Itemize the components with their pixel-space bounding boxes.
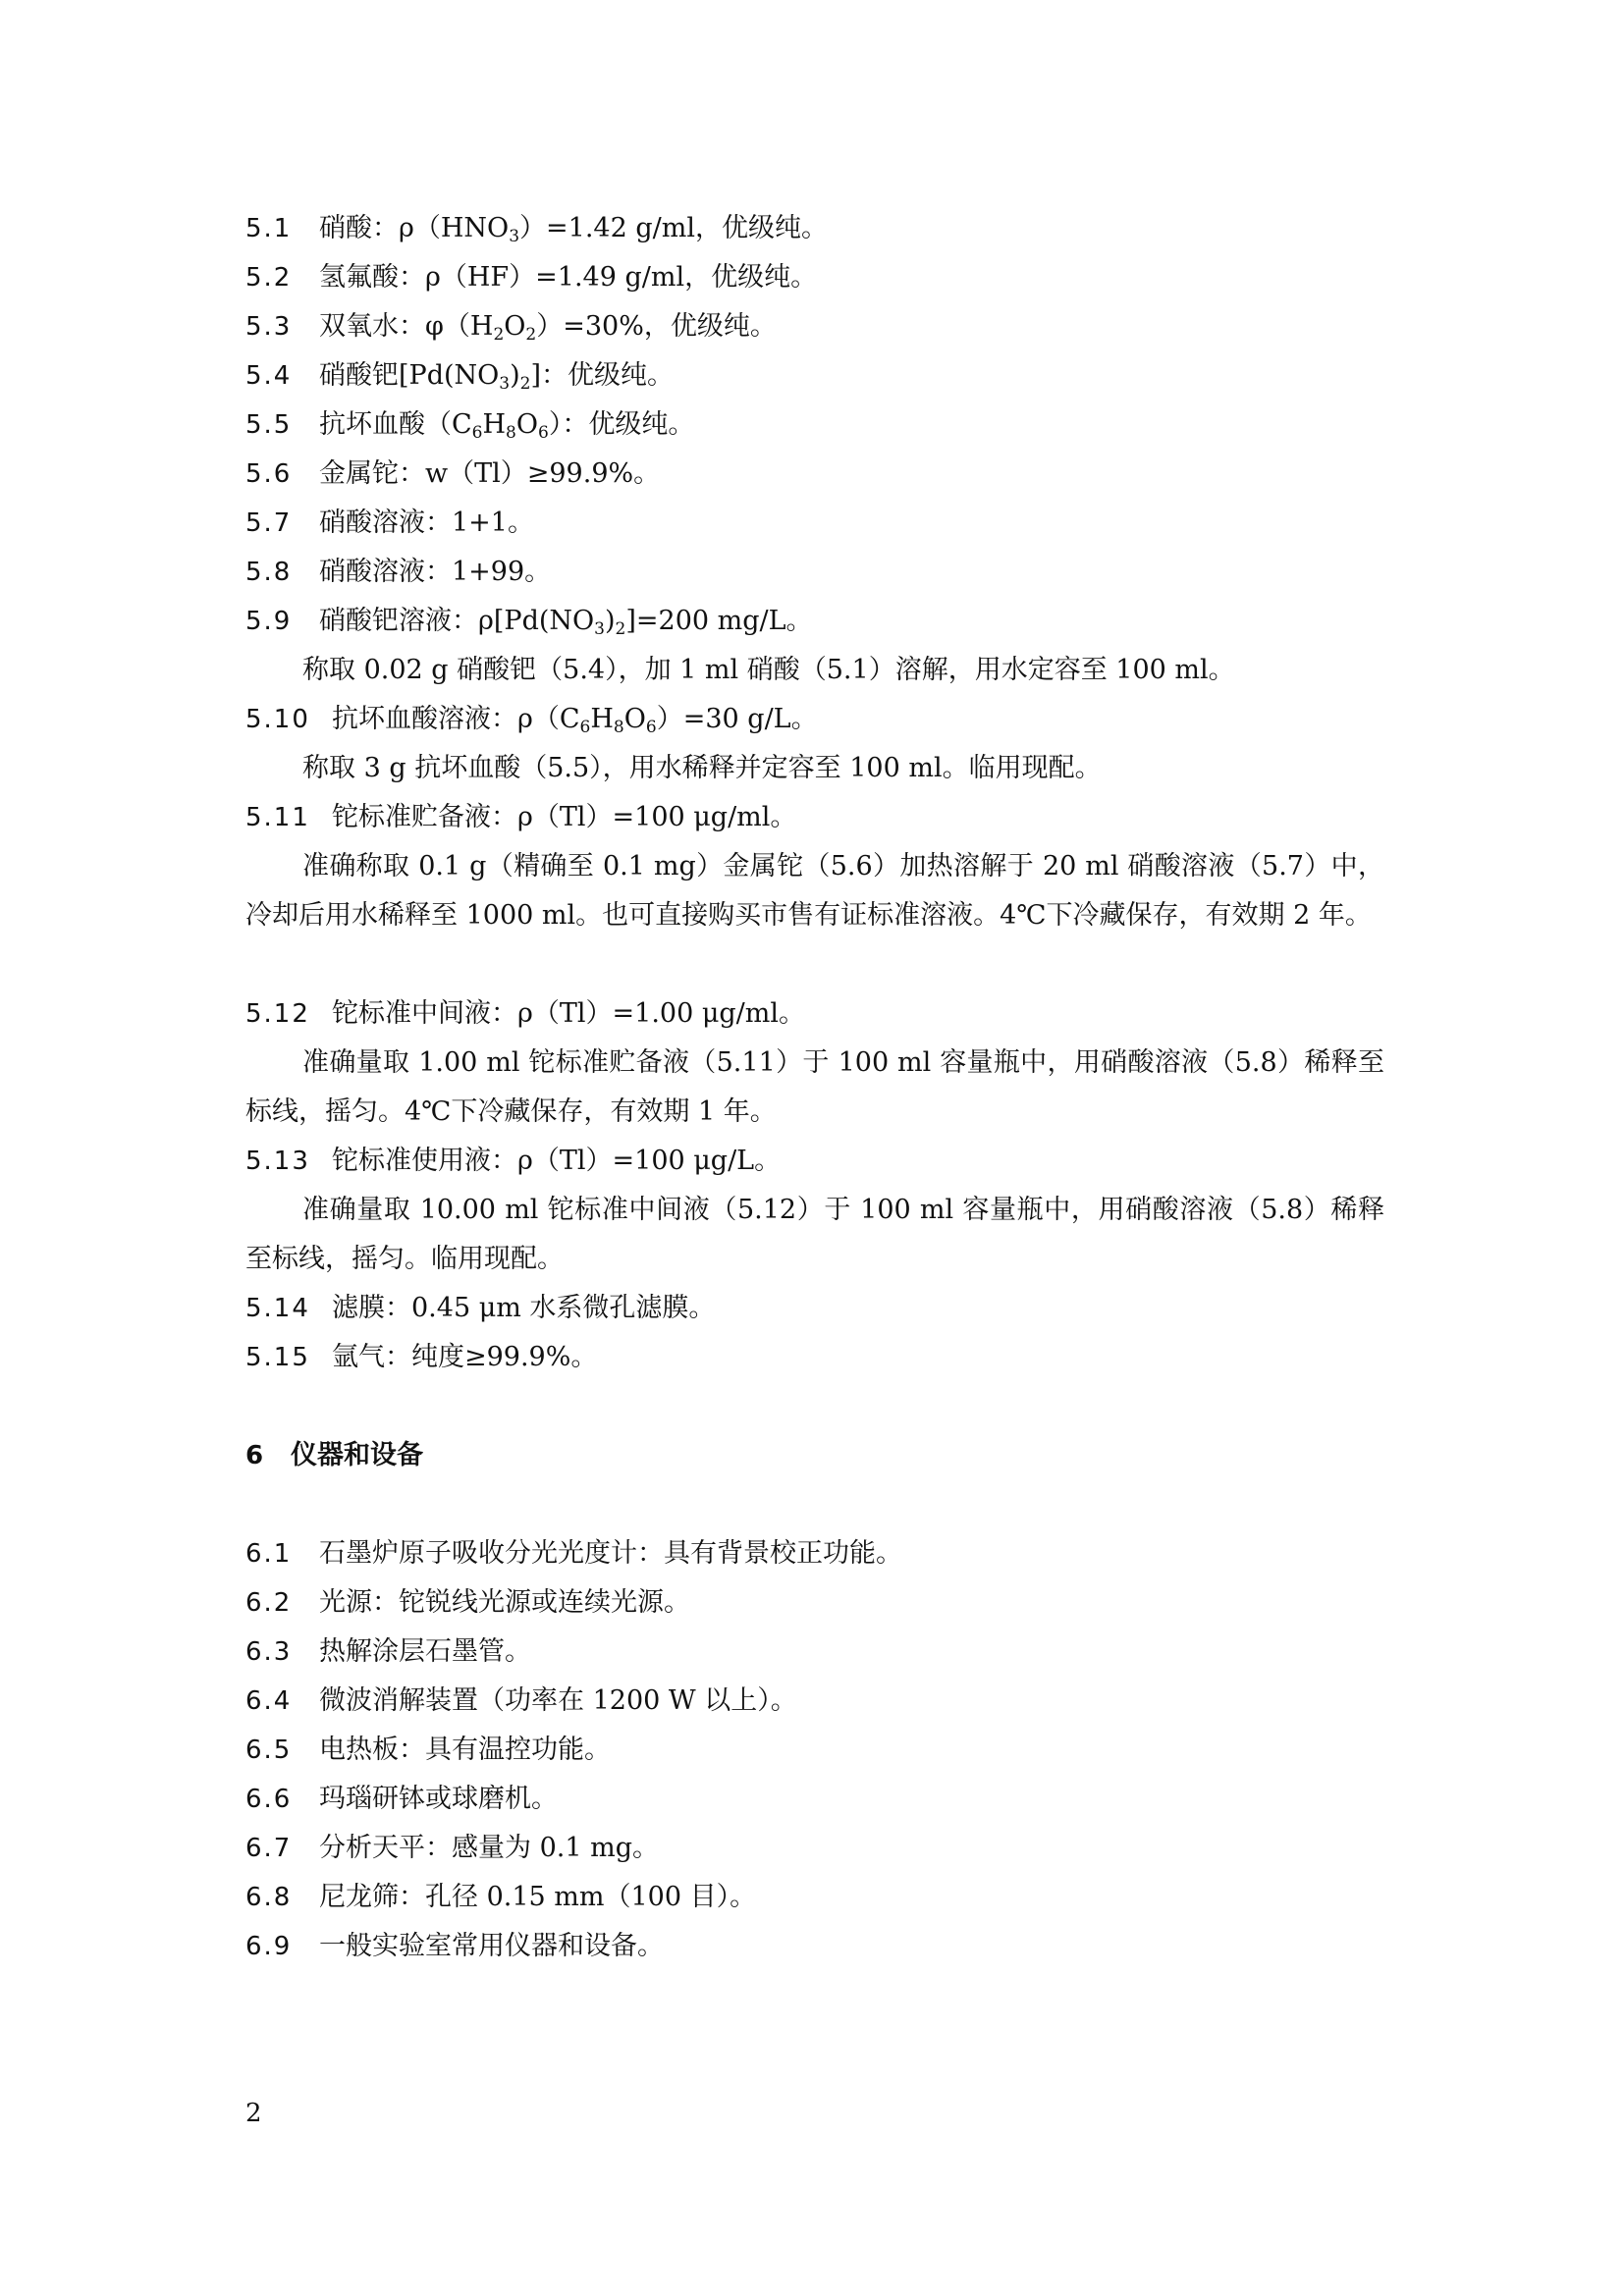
- item-number: 5.14: [245, 1294, 310, 1323]
- reagent-5-6: 5.6 金属铊：w（Tl）≥99.9%。: [245, 456, 660, 492]
- reagent-5-2: 5.2 氢氟酸：ρ（HF）=1.49 g/ml，优级纯。: [245, 260, 817, 295]
- item-number: 5.7: [245, 508, 293, 538]
- item-number: 6.9: [245, 1932, 293, 1961]
- reagent-5-11: 5.11 铊标准贮备液：ρ（Tl）=100 μg/ml。: [245, 800, 796, 835]
- item-number: 5.5: [245, 410, 293, 440]
- item-number: 5.2: [245, 263, 293, 293]
- reagent-5-15: 5.15 氩气：纯度≥99.9%。: [245, 1340, 597, 1375]
- section-heading-6: [245, 1438, 423, 1473]
- item-number: 6.7: [245, 1834, 293, 1863]
- reagent-5-5: 5.5 抗坏血酸$(C_6H_8O_6)$：优级纯。: [245, 409, 695, 443]
- item-number: 5.11: [245, 803, 310, 832]
- equipment-6-6: 6.6 玛瑙研钵或球磨机。: [245, 1782, 558, 1817]
- item-number: 5.6: [245, 459, 293, 489]
- reagent-5-4: 5.4 硝酸钯$[Pd(NO_3)_2]$：优级纯。: [245, 360, 675, 394]
- reagent-5-12: 5.12 铊标准中间液：ρ（Tl）=1.00 μg/ml。: [245, 996, 805, 1032]
- reagent-5-7: 5.7 硝酸溶液：1+1。: [245, 506, 534, 541]
- reagent-5-3: 5.3 双氧水：$\varphi(H_2O_2)=30\%$，优级纯。: [245, 311, 777, 345]
- item-number: 6.8: [245, 1883, 293, 1912]
- item-number: 5.4: [245, 361, 293, 391]
- equipment-6-8: 6.8 尼龙筛：孔径 0.15 mm（100 目）。: [245, 1880, 756, 1915]
- item-number: 5.12: [245, 999, 310, 1029]
- equipment-6-3: 6.3 热解涂层石墨管。: [245, 1634, 531, 1670]
- equipment-6-7: 6.7 分析天平：感量为 0.1 mg。: [245, 1831, 659, 1866]
- paragraph-5-9: 称取 0.02 g 硝酸钯（5.4），加 1 ml 硝酸（5.1）溶解，用水定容至 100 ml。: [302, 655, 1235, 685]
- item-number: 6.1: [245, 1539, 293, 1569]
- section-number: 6: [245, 1441, 266, 1470]
- reagent-5-9: 5.9 硝酸钯溶液：$\rho[Pd(NO_3)_2]=200$ mg/L。: [245, 606, 813, 639]
- section-title: 仪器和设备: [291, 1440, 423, 1470]
- reagent-5-8: 5.8 硝酸溶液：1+99。: [245, 555, 551, 590]
- item-number: 6.3: [245, 1637, 293, 1667]
- item-number: 5.15: [245, 1343, 310, 1372]
- item-number: 5.1: [245, 214, 293, 243]
- item-number: 5.13: [245, 1147, 310, 1176]
- equipment-6-5: 6.5 电热板：具有温控功能。: [245, 1733, 611, 1768]
- reagent-5-14: 5.14 滤膜：0.45 μm 水系微孔滤膜。: [245, 1291, 715, 1326]
- paragraph-5-10: 称取 3 g 抗坏血酸（5.5），用水稀释并定容至 100 ml。临用现配。: [302, 753, 1102, 783]
- reagent-5-13: 5.13 铊标准使用液：ρ（Tl）=100 μg/L。: [245, 1144, 781, 1179]
- item-number: 6.4: [245, 1686, 293, 1716]
- item-number: 5.9: [245, 607, 293, 636]
- item-number: 5.3: [245, 312, 293, 342]
- reagent-5-1: 5.1 硝酸：$\rho(HNO_3)=1.42$ g/ml，优级纯。: [245, 213, 828, 246]
- page-number: 2: [245, 2099, 262, 2128]
- equipment-6-9: 6.9 一般实验室常用仪器和设备。: [245, 1929, 664, 1964]
- item-number: 6.5: [245, 1735, 293, 1765]
- paragraph-5-11: 准确称取 0.1 g（精确至 0.1 mg）金属铊（5.6）加热溶解于 20 ml 硝酸溶液（5.7）中，冷却后用水稀释至 1000 ml。也可直接购买市售有证标准溶液。4℃下冷藏保存，有效期 2 年。: [245, 851, 1384, 931]
- equipment-6-4: 6.4 微波消解装置（功率在 1200 W 以上）。: [245, 1683, 797, 1719]
- equipment-6-1: 6.1 石墨炉原子吸收分光光度计：具有背景校正功能。: [245, 1536, 902, 1572]
- reagent-5-10: 5.10 抗坏血酸溶液：$\rho(C_6H_8O_6)=30$ g/L。: [245, 704, 818, 737]
- paragraph-5-12: 准确量取 1.00 ml 铊标准贮备液（5.11）于 100 ml 容量瓶中，用硝酸溶液（5.8）稀释至标线，摇匀。4℃下冷藏保存，有效期 1 年。: [245, 1047, 1384, 1127]
- item-number: 6.6: [245, 1785, 293, 1814]
- paragraph-5-13: 准确量取 10.00 ml 铊标准中间液（5.12）于 100 ml 容量瓶中，用硝酸溶液（5.8）稀释至标线，摇匀。临用现配。: [245, 1195, 1384, 1274]
- item-number: 5.10: [245, 705, 310, 734]
- equipment-6-2: 6.2 光源：铊锐线光源或连续光源。: [245, 1585, 690, 1621]
- item-number: 5.8: [245, 558, 293, 587]
- item-number: 6.2: [245, 1588, 293, 1618]
